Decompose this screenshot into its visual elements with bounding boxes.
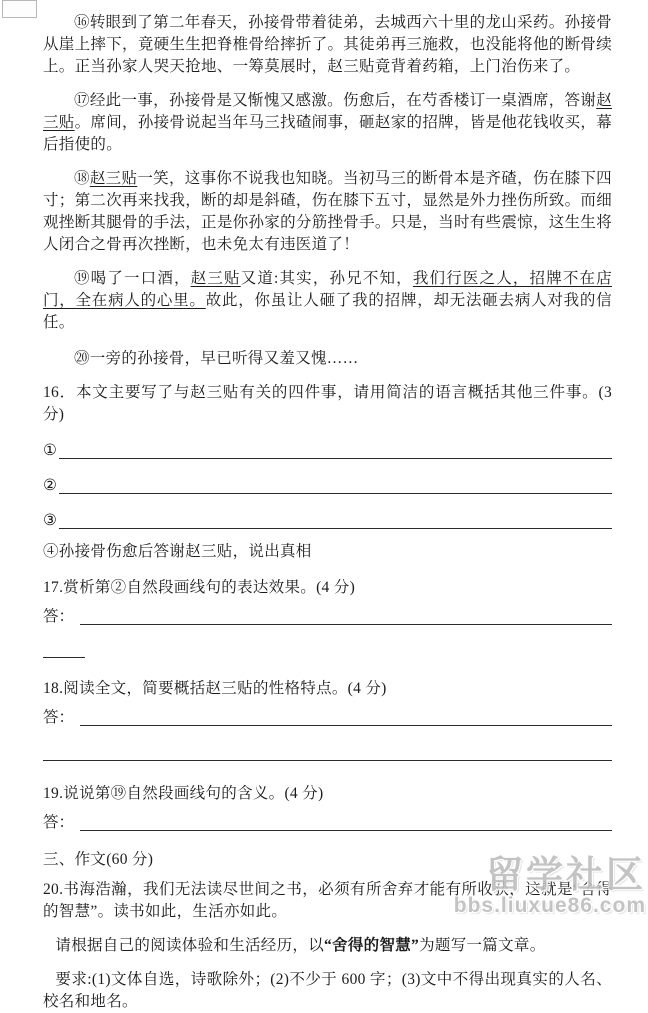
question-16: 16．本文主要写了与赵三贴有关的四件事，请用简洁的语言概括其他三件事。(3 分) (43, 384, 612, 423)
question-20-prompt (43, 935, 612, 957)
q17-answer-row (43, 599, 612, 627)
question-20-intro: 20.书海浩瀚，我们无法读尽世间之书，必须有所舍弃才能有所收获，这就是“舍得的智慧”。读书如此，生活亦如此。 (43, 881, 612, 920)
paragraph-text: ⑯转眼到了第二年春天，孙接骨带着徒弟，去城西六十里的龙山采药。孙接骨从崖上摔下，竟硬生生把脊椎骨给摔折了。其徒弟再三施救，也没能将他的断骨续上。正当孙家人哭天抢地、一筹莫展时，赵三贴竟背着药箱，上门治伤来了。 (43, 14, 612, 75)
underlined-sentence: 我们行医之人，招牌不在店门，全在病人的心里。 (43, 270, 613, 309)
prompt-text: 请根据自己的阅读体验和生活经历，以 (55, 937, 324, 954)
essay-title: “舍得的智慧” (324, 937, 420, 954)
answer-line (80, 624, 612, 625)
question-17: 17.赏析第②自然段画线句的表达效果。(4 分) (43, 579, 356, 596)
passage-paragraph-18 (43, 168, 612, 256)
answer-label: 答： (43, 814, 75, 831)
paragraph-text: 一笑，这事你不说我也知晓。当初马三的断骨本是齐碴，伤在膝下四寸；第二次再来找我，断的却是斜碴，伤在膝下五寸，显然是外力挫伤所致。而细观挫断其腿骨的手法，正是你孙家的分筋挫骨手。只是，当时有些震惊，这生生将人闭合之骨再次挫断，也未免太有违医道了！ (43, 170, 612, 253)
reading-passage (43, 12, 612, 370)
passage-paragraph-19 (43, 268, 612, 334)
prompt-text: 为题写一篇文章。 (419, 937, 546, 954)
question-19: 19.说说第⑲自然段画线句的含义。(4 分) (43, 785, 324, 802)
answer-line (59, 493, 612, 494)
paragraph-text: ⑳一旁的孙接骨，早已听得又羞又愧…… (74, 350, 359, 367)
q16-blank-1 (43, 426, 612, 461)
answer-line (59, 528, 612, 529)
q17-continuation-line (43, 657, 85, 658)
passage-paragraph-20 (43, 348, 612, 370)
questions-section (43, 382, 612, 1013)
paragraph-text: 故此，你虽让人砸了我的招牌，却无法砸去病人对我的信任。 (43, 292, 612, 331)
answer-label: 答： (43, 709, 75, 726)
watermark-url: bbs.liuxue86.com (453, 893, 646, 917)
answer-label: 答： (43, 608, 75, 625)
paragraph-text: ⑱ (74, 170, 90, 187)
question-18: 18.阅读全文，简要概括赵三贴的性格特点。(4 分) (43, 680, 387, 697)
paragraph-text: ⑰经此一事，孙接骨是又惭愧又感激。伤愈后，在芍香楼订一桌酒席，答谢 (74, 92, 597, 109)
paragraph-text: 。席间，孙接骨说起当年马三找碴闹事，砸赵家的招牌，皆是他花钱收买，幕后指使的。 (43, 114, 613, 153)
paragraph-text: 又道:其实，孙兄不知， (240, 270, 413, 287)
watermark (454, 856, 646, 917)
item-marker-2: ② (43, 477, 57, 494)
paragraph-text: ⑲喝了一口酒， (74, 270, 191, 287)
item-marker-3: ③ (43, 512, 57, 529)
q16-blank-2 (43, 461, 612, 496)
q18-continuation-line (43, 760, 612, 761)
answer-line (59, 458, 612, 459)
answer-line (80, 830, 612, 831)
q16-item-4: ④孙接骨伤愈后答谢赵三贴，说出真相 (43, 543, 312, 560)
underlined-name: 赵三贴 (89, 170, 138, 187)
question-20-requirements: 要求:(1)文体自选，诗歌除外；(2)不少于 600 字；(3)文中不得出现真实的人名、校名和地名。 (43, 971, 612, 1010)
q19-answer-row (43, 805, 612, 833)
section-3-heading: 三、作文(60 分) (43, 851, 154, 868)
q16-blank-3 (43, 496, 612, 531)
scan-corner-artifact (2, 0, 37, 18)
item-marker-1: ① (43, 442, 57, 459)
answer-line (80, 725, 612, 726)
underlined-name: 赵三贴 (43, 92, 612, 131)
passage-paragraph-17 (43, 90, 612, 156)
q18-answer-row (43, 700, 612, 728)
passage-paragraph-16 (43, 12, 612, 78)
watermark-logo: 留学社区 (486, 854, 646, 896)
underlined-name: 赵三贴 (190, 270, 241, 287)
